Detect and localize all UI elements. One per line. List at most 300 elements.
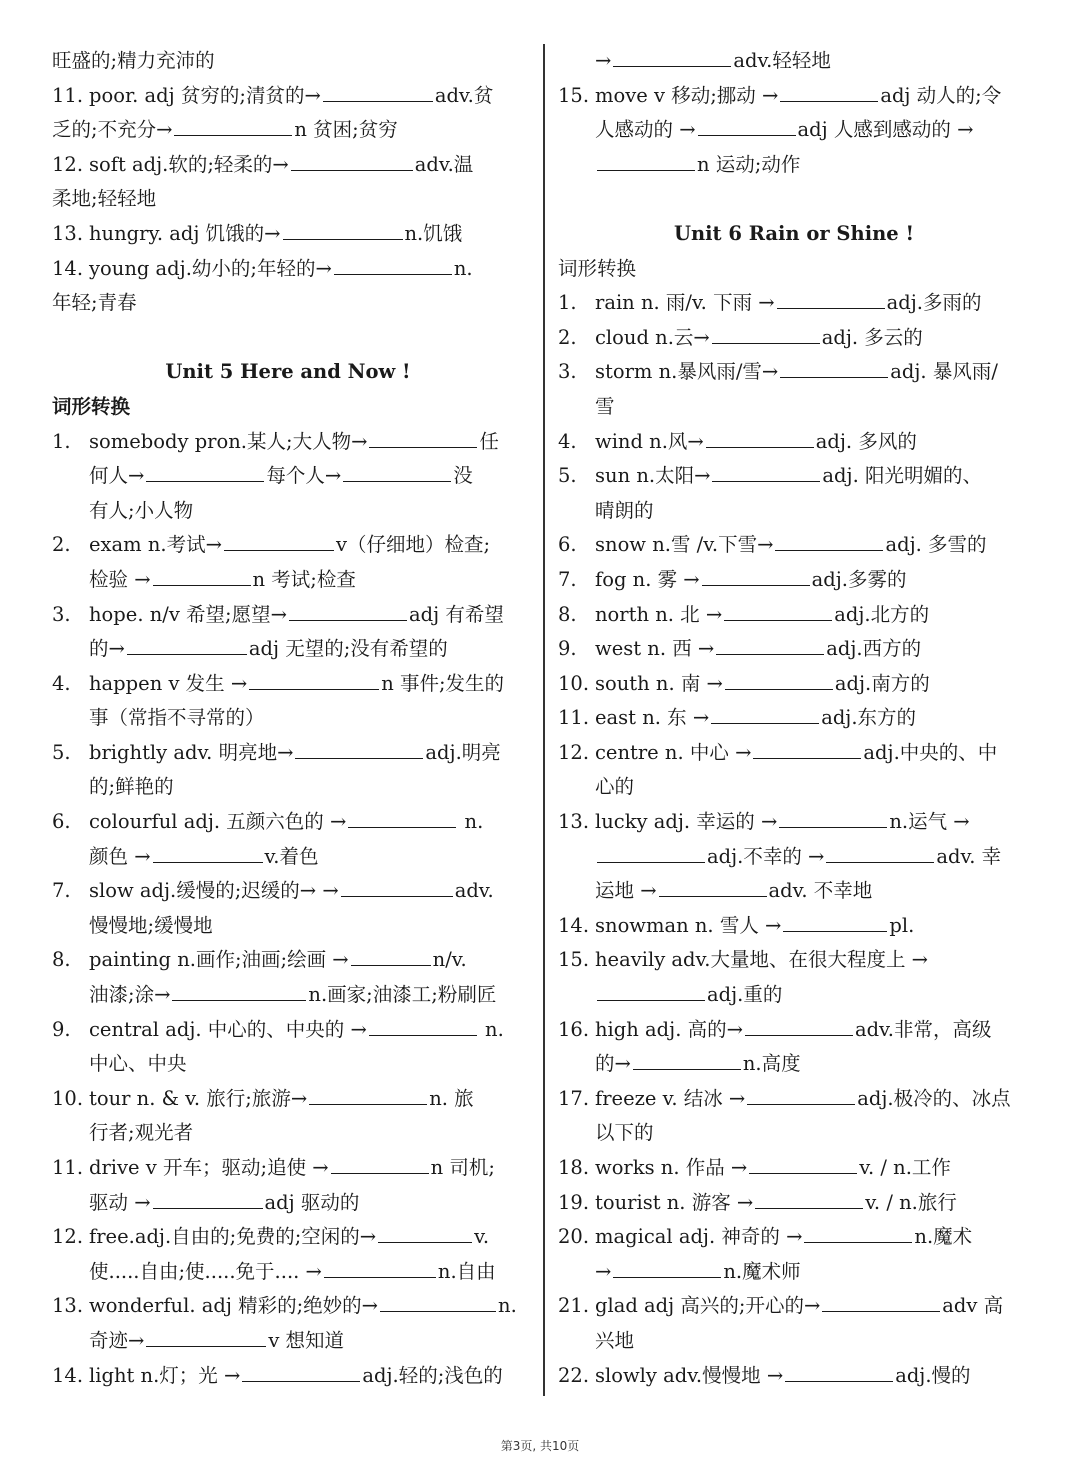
item-text: poor. adj 贫穷的;清贫的→ [89, 83, 321, 107]
answer-blank[interactable] [324, 1255, 436, 1278]
vocab-continuation-line [52, 563, 524, 598]
vocab-continuation-line [52, 1255, 524, 1290]
answer-blank[interactable] [334, 252, 452, 275]
answer-blank[interactable] [291, 148, 413, 171]
answer-blank[interactable] [659, 874, 767, 897]
item-text: central adj. 中心的、中央的 → [89, 1017, 367, 1041]
answer-blank[interactable] [242, 1359, 360, 1382]
item-text: cloud n.云→ [595, 325, 710, 349]
item-number: 3. [52, 602, 71, 626]
answer-blank[interactable] [753, 736, 861, 759]
item-text-after: adj 动人的;令 [880, 83, 1002, 107]
item-text-after: adv.贫 [434, 83, 494, 107]
answer-blank[interactable] [712, 459, 820, 482]
vocab-continuation-line [558, 44, 1030, 79]
item-text: 年轻;青春 [52, 291, 137, 315]
answer-blank[interactable] [331, 1151, 429, 1174]
answer-blank[interactable] [780, 79, 878, 102]
item-text: 行者;观光者 [89, 1121, 194, 1145]
item-text: 运地 → [595, 879, 657, 903]
item-number: 22. [558, 1363, 590, 1387]
item-number: 18. [558, 1156, 590, 1179]
item-text-after: adj.轻的;浅色的 [362, 1363, 503, 1387]
item-text-after: 任 [479, 429, 499, 453]
item-text: 有人;小人物 [89, 498, 194, 522]
item-text: 的;鲜艳的 [89, 775, 174, 799]
vocab-item-line [558, 1013, 1030, 1048]
item-number: 13. [52, 1294, 84, 1318]
answer-blank[interactable] [613, 44, 731, 67]
answer-blank[interactable] [716, 632, 824, 655]
vocab-continuation-line [52, 632, 524, 667]
answer-blank[interactable] [127, 632, 247, 655]
answer-blank[interactable] [348, 805, 456, 828]
vocab-item-line [52, 148, 524, 183]
answer-blank[interactable] [775, 528, 883, 551]
item-text: slow adj.缓慢的;迟缓的→ → [89, 879, 339, 903]
answer-blank[interactable] [826, 840, 934, 863]
item-number: 10. [52, 1086, 84, 1110]
answer-blank[interactable] [822, 1289, 940, 1312]
item-text-after: adv.轻轻地 [733, 49, 831, 72]
vocab-item-line [558, 321, 1030, 356]
vocab-item-line [558, 1359, 1030, 1394]
item-text: west n. 西 → [595, 637, 715, 661]
vocab-item-line [558, 1289, 1030, 1324]
answer-blank[interactable] [698, 113, 796, 136]
column-divider [543, 44, 545, 1396]
answer-blank[interactable] [378, 1220, 472, 1243]
answer-blank[interactable] [323, 79, 433, 102]
item-number: 11. [52, 83, 84, 107]
item-number: 1. [52, 429, 71, 453]
vocab-item-line [558, 667, 1030, 702]
answer-blank[interactable] [309, 1082, 427, 1105]
item-text: 的→ [595, 1052, 631, 1076]
answer-blank[interactable] [146, 1324, 266, 1347]
section-label: 词形转换 [52, 394, 131, 418]
item-text: 油漆;涂→ [89, 983, 171, 1007]
vocab-item-line [558, 1186, 1030, 1221]
vocab-continuation-line [558, 770, 1030, 805]
item-text-after: adj. 暴风雨/ [890, 360, 998, 384]
vocab-continuation-line [52, 459, 524, 494]
item-text-after: adj.多雾的 [811, 567, 907, 591]
vocab-continuation-line [52, 770, 524, 805]
vocab-item-line [52, 1013, 524, 1048]
answer-blank[interactable] [224, 528, 334, 551]
item-text-after: n. [458, 810, 484, 834]
item-text: centre n. 中心 → [595, 740, 752, 764]
spacer [52, 321, 524, 356]
item-text-after: adv. 幸 [936, 844, 1002, 868]
answer-blank[interactable] [153, 563, 251, 586]
answer-blank[interactable] [283, 217, 403, 240]
item-number: 14. [558, 913, 590, 937]
item-text: wind n.风→ [595, 429, 704, 453]
item-number: 3. [558, 360, 577, 384]
item-number: 15. [558, 948, 590, 972]
item-text: fog n. 雾 → [595, 567, 700, 591]
item-text-after: adv.非常，高级 [854, 1017, 992, 1041]
item-text: slowly adv.慢慢地 → [595, 1363, 784, 1387]
answer-blank[interactable] [597, 840, 705, 863]
item-text-after: adj.西方的 [826, 637, 922, 661]
answer-blank[interactable] [749, 1151, 857, 1174]
item-text: storm n.暴风雨/雪→ [595, 360, 779, 384]
page-footer: 第3页, 共10页 [500, 1439, 580, 1453]
answer-blank[interactable] [613, 1255, 721, 1278]
item-text: sun n.太阳→ [595, 464, 711, 488]
vocab-item-line [52, 217, 524, 252]
vocab-continuation-line [52, 840, 524, 875]
item-text: 驱动 → [89, 1190, 151, 1214]
item-number: 17. [558, 1086, 590, 1110]
item-text-after: adj 人感到感动的 → [797, 118, 974, 142]
vocab-continuation-line [558, 113, 1030, 148]
item-number: 13. [558, 810, 590, 834]
item-number: 7. [558, 567, 577, 591]
item-text: north n. 北 → [595, 602, 723, 626]
answer-blank[interactable] [712, 321, 820, 344]
vocab-continuation-line [52, 701, 524, 736]
item-number: 14. [52, 256, 84, 280]
item-text: soft adj.软的;轻柔的→ [89, 152, 289, 176]
answer-blank[interactable] [153, 840, 263, 863]
answer-blank[interactable] [380, 1289, 496, 1312]
vocab-item-line [558, 1151, 1030, 1186]
item-number: 16. [558, 1017, 590, 1041]
vocab-continuation-line [52, 909, 524, 944]
item-text: east n. 东 → [595, 706, 710, 730]
vocab-item-line [558, 701, 1030, 736]
item-text: 何人→ [89, 464, 145, 488]
unit-6-title: Unit 6 Rain or Shine ! [673, 221, 915, 245]
item-text: 颜色 → [89, 844, 151, 868]
vocab-item-line [558, 355, 1030, 390]
item-text: lucky adj. 幸运的 → [595, 810, 778, 834]
item-text-after: adj.中央的、中 [863, 740, 998, 764]
item-text: 检验 → [89, 567, 151, 591]
item-text: 雪 [595, 394, 615, 418]
item-text: 兴地 [595, 1328, 635, 1352]
vocab-item-line [52, 805, 524, 840]
vocab-continuation-line [558, 390, 1030, 425]
item-text-after: adj.多雨的 [886, 291, 982, 315]
vocab-continuation-line [52, 1047, 524, 1082]
vocab-continuation-line [558, 1116, 1030, 1151]
answer-blank[interactable] [174, 113, 292, 136]
vocab-continuation-line [52, 44, 524, 79]
item-text-after: adj.北方的 [834, 602, 930, 626]
vocab-continuation-line [52, 1116, 524, 1151]
vocab-item-line [558, 736, 1030, 771]
item-text-after: n 司机; [430, 1156, 495, 1179]
answer-blank[interactable] [702, 563, 810, 586]
vocab-item-line [52, 874, 524, 909]
answer-blank[interactable] [295, 736, 423, 759]
answer-blank[interactable] [785, 1359, 893, 1382]
item-text-after: adj.慢的 [895, 1363, 971, 1387]
item-text: colourful adj. 五颜六色的 → [89, 810, 347, 834]
item-text-after: adj.南方的 [834, 671, 930, 695]
item-text: 使.....自由;使.....免于.... → [89, 1259, 322, 1283]
item-text: 乏的;不充分→ [52, 118, 173, 142]
vocab-item-line [558, 943, 1030, 978]
vocab-item-line [558, 805, 1030, 840]
item-number: 4. [558, 429, 577, 453]
vocab-item-line [52, 528, 524, 563]
answer-blank[interactable] [780, 355, 888, 378]
item-number: 14. [52, 1363, 84, 1387]
left-column [52, 44, 524, 1393]
item-number: 20. [558, 1225, 590, 1249]
item-number: 7. [52, 879, 71, 903]
item-number: 5. [558, 464, 577, 488]
vocab-item-line [52, 1289, 524, 1324]
item-text: drive v 开车；驱动;追使 → [89, 1156, 329, 1179]
item-text-after: n.运气 → [889, 810, 970, 834]
item-text: heavily adv.大量地、在很大程度上 → [595, 948, 928, 972]
item-number: 10. [558, 671, 590, 695]
item-text-after: n. [498, 1294, 517, 1318]
item-number: 13. [52, 221, 84, 245]
answer-blank[interactable] [779, 805, 887, 828]
answer-blank[interactable] [747, 1082, 855, 1105]
item-text: tourist n. 游客 → [595, 1190, 754, 1214]
item-text-after: adj 有希望 [408, 602, 504, 626]
vocab-item-line [558, 598, 1030, 633]
vocab-item-line [52, 1082, 524, 1117]
item-text: somebody pron.某人;大人物→ [89, 429, 368, 453]
item-number: 9. [52, 1017, 71, 1041]
unit-5-title: Unit 5 Here and Now ! [165, 360, 411, 384]
vocab-item-line [558, 286, 1030, 321]
item-text-after: n. 旅 [429, 1086, 474, 1110]
answer-blank[interactable] [369, 425, 477, 448]
vocab-item-line [52, 736, 524, 771]
vocab-item-line [52, 1220, 524, 1255]
vocab-item-line [52, 1359, 524, 1394]
vocab-continuation-line [52, 113, 524, 148]
item-text-after: v 想知道 [268, 1328, 345, 1352]
item-text-after: n.魔术 [914, 1225, 973, 1249]
item-text: glad adj 高兴的;开心的→ [595, 1294, 821, 1318]
item-text: 奇迹→ [89, 1328, 145, 1352]
item-text: move v 移动;挪动 → [595, 83, 779, 107]
answer-blank[interactable] [745, 1013, 853, 1036]
vocab-continuation-line [52, 1186, 524, 1221]
item-text: 心的 [595, 775, 635, 799]
item-text-after: n.高度 [742, 1052, 801, 1076]
item-number: 8. [558, 602, 577, 626]
vocab-item-line [52, 667, 524, 702]
item-text-after: adj.不幸的 → [707, 844, 825, 868]
vocab-continuation-line [558, 840, 1030, 875]
answer-blank[interactable] [289, 598, 407, 621]
item-text-after: adj.明亮 [425, 740, 501, 764]
vocab-continuation-line [558, 494, 1030, 529]
item-text-after: n/v. [432, 948, 467, 972]
vocab-continuation-line [52, 494, 524, 529]
item-text-after: adv 高 [942, 1294, 1004, 1318]
item-text: works n. 作品 → [595, 1156, 748, 1179]
item-text-after: adv.温 [414, 152, 474, 176]
vocab-continuation-line [52, 286, 524, 321]
item-text: south n. 南 → [595, 671, 723, 695]
item-text-after: adj. 多云的 [821, 325, 923, 349]
vocab-item-line [52, 252, 524, 287]
item-text-after: n 考试;检查 [252, 567, 356, 591]
item-text-after: adj. 阳光明媚的、 [822, 464, 982, 488]
item-text: 人感动的 → [595, 118, 696, 142]
item-text: 柔地;轻轻地 [52, 187, 157, 211]
item-number: 8. [52, 948, 71, 972]
answer-blank[interactable] [725, 667, 833, 690]
item-number: 9. [558, 637, 577, 661]
vocab-continuation-line [558, 978, 1030, 1013]
item-text-after: n.饥饿 [404, 221, 463, 245]
vocab-continuation-line [558, 1255, 1030, 1290]
item-text: hope. n/v 希望;愿望→ [89, 602, 287, 626]
vocab-item-line [558, 459, 1030, 494]
item-text: freeze v. 结冰 → [595, 1086, 746, 1110]
item-number: 1. [558, 291, 577, 315]
answer-blank[interactable] [172, 978, 306, 1001]
vocab-continuation-line [52, 978, 524, 1013]
item-text-after: v（仔细地）检查; [335, 533, 491, 557]
right-column [558, 44, 1030, 1393]
vocab-continuation-line [558, 148, 1030, 183]
item-text: tour n. & v. 旅行;旅游→ [89, 1086, 308, 1110]
vocab-item-line [52, 425, 524, 460]
item-text-after: adj.极冷的、冰点 [857, 1086, 1011, 1110]
item-text-after: adj 驱动的 [264, 1190, 360, 1214]
item-text: → [595, 1259, 612, 1283]
item-text-after: n. [478, 1017, 504, 1041]
item-number: 2. [558, 325, 577, 349]
item-text-after: n 事件;发生的 [381, 671, 505, 695]
answer-blank[interactable] [706, 425, 814, 448]
item-text: snow n.雪 /v.下雪→ [595, 533, 774, 557]
answer-blank[interactable] [351, 943, 431, 966]
item-text: painting n.画作;油画;绘画 → [89, 948, 349, 972]
section-label: 词形转换 [558, 256, 637, 280]
item-text-after: adj.东方的 [821, 706, 917, 730]
item-text: brightly adv. 明亮地→ [89, 740, 294, 764]
answer-blank[interactable] [597, 148, 695, 171]
item-text-after: adj 无望的;没有希望的 [248, 637, 448, 661]
item-text-after: 每个人→ [266, 464, 342, 488]
answer-blank[interactable] [153, 1186, 263, 1209]
item-text-after: n 运动;动作 [697, 152, 801, 176]
vocab-continuation-line [558, 1324, 1030, 1359]
item-text-after: v.着色 [264, 844, 319, 868]
vocab-continuation-line [52, 1324, 524, 1359]
vocab-item-line [52, 943, 524, 978]
item-text-after: adv. [454, 879, 494, 903]
answer-blank[interactable] [724, 598, 832, 621]
item-text: exam n.考试→ [89, 533, 222, 557]
vocab-item-line [558, 632, 1030, 667]
answer-blank[interactable] [341, 874, 453, 897]
item-text-after: v. / n.工作 [859, 1156, 951, 1179]
answer-blank[interactable] [597, 978, 705, 1001]
item-number: 5. [52, 740, 71, 764]
item-number: 6. [558, 533, 577, 557]
item-text-after: n. [453, 256, 473, 280]
vocab-item-line [52, 598, 524, 633]
answer-blank[interactable] [777, 286, 885, 309]
item-text-after: adj. 多雪的 [885, 533, 987, 557]
item-number: 4. [52, 671, 71, 695]
vocab-item-line [52, 1151, 524, 1186]
item-text: → [595, 49, 612, 72]
vocab-item-line [558, 528, 1030, 563]
item-text: 中心、中央 [89, 1052, 187, 1076]
item-text-after: n.画家;油漆工;粉刷匠 [308, 983, 497, 1007]
item-text: hungry. adj 饥饿的→ [89, 221, 281, 245]
answer-blank[interactable] [369, 1013, 477, 1036]
item-text-after: pl. [889, 913, 915, 937]
item-number: 2. [52, 533, 71, 557]
item-text-after: 没 [453, 464, 473, 488]
answer-blank[interactable] [755, 1186, 863, 1209]
item-number: 21. [558, 1294, 590, 1318]
item-text: light n.灯；光 → [89, 1363, 241, 1387]
vocab-item-line [558, 1082, 1030, 1117]
item-text: 事（常指不寻常的） [89, 706, 265, 730]
answer-blank[interactable] [343, 459, 451, 482]
vocab-item-line [52, 79, 524, 114]
item-number: 11. [558, 706, 590, 730]
item-text-after: v. / n.旅行 [865, 1190, 957, 1214]
item-number: 12. [558, 740, 590, 764]
item-number: 19. [558, 1190, 590, 1214]
item-text-after: adj.重的 [707, 983, 783, 1007]
item-number: 6. [52, 810, 71, 834]
item-text: wonderful. adj 精彩的;绝妙的→ [89, 1294, 379, 1318]
vocab-item-line [558, 563, 1030, 598]
item-number: 11. [52, 1156, 84, 1179]
item-text: 旺盛的;精力充沛的 [52, 49, 215, 72]
item-text-after: adj. 多风的 [815, 429, 917, 453]
item-text: magical adj. 神奇的 → [595, 1225, 803, 1249]
vocab-item-line [558, 1220, 1030, 1255]
answer-blank[interactable] [146, 459, 264, 482]
vocab-item-line [558, 909, 1030, 944]
item-text: free.adj.自由的;免费的;空闲的→ [89, 1225, 377, 1249]
item-text-after: n.自由 [437, 1259, 496, 1283]
vocab-continuation-line [52, 182, 524, 217]
item-text-after: v. [474, 1225, 490, 1249]
item-text: 的→ [89, 637, 125, 661]
answer-blank[interactable] [249, 667, 379, 690]
answer-blank[interactable] [783, 909, 887, 932]
item-text-after: adv. 不幸地 [768, 879, 873, 903]
answer-blank[interactable] [804, 1220, 912, 1243]
item-text: happen v 发生 → [89, 671, 248, 695]
answer-blank[interactable] [633, 1047, 741, 1070]
item-number: 15. [558, 83, 590, 107]
item-number: 12. [52, 152, 84, 176]
spacer [558, 182, 1030, 217]
item-text: 慢慢地;缓慢地 [89, 913, 213, 937]
vocab-item-line [558, 79, 1030, 114]
item-text: high adj. 高的→ [595, 1017, 743, 1041]
item-text: snowman n. 雪人 → [595, 913, 782, 937]
answer-blank[interactable] [711, 701, 819, 724]
